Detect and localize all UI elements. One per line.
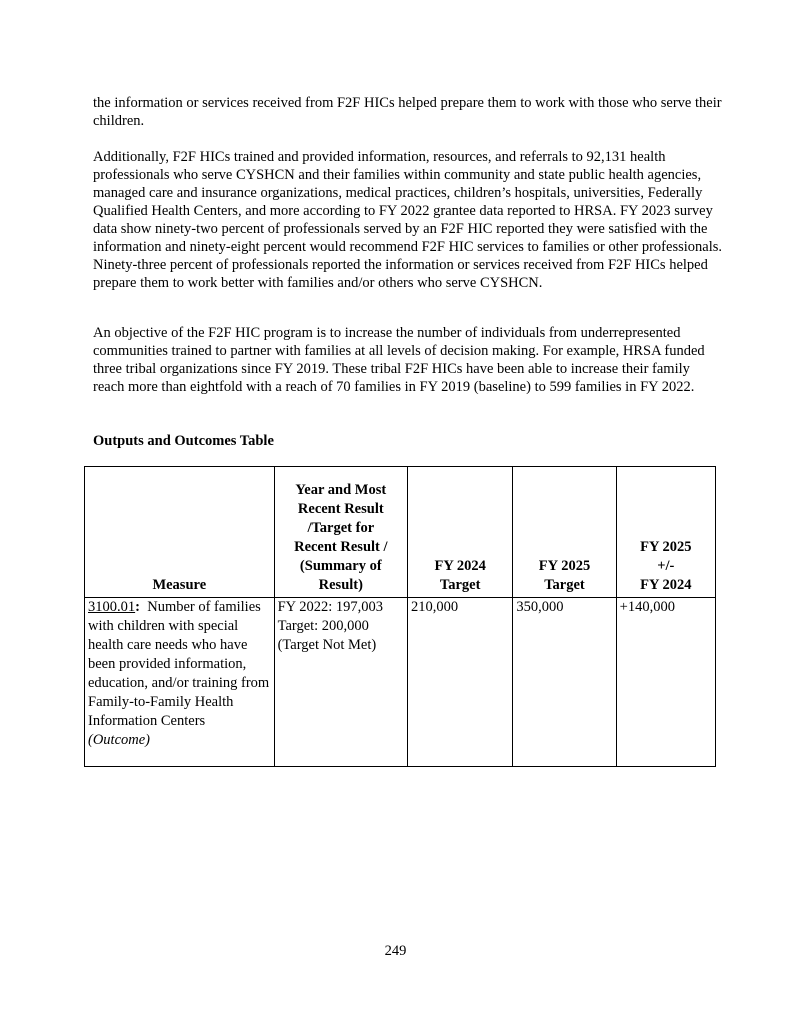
paragraph-intro-continuation: the information or services received from F2F HICs helped prepare them to work with those who serve their children. [93,95,722,129]
cell-fy2024-target: 210,000 [408,598,513,767]
header-fy2024-target [408,467,513,598]
cell-measure [85,598,275,767]
header-recent-line: Result) [318,577,363,593]
cell-fy2025-vs-fy2024: +140,000 [616,598,715,767]
header-fy2025-vs-fy2024 [616,467,715,598]
recent-result-line: Target: 200,000 [277,618,369,634]
header-fy2025-line: FY 2025 [538,558,591,574]
header-measure: Measure [85,467,275,598]
page-number: 249 [384,943,407,959]
header-recent-line: Year and Most [295,482,387,498]
table-header-row [85,467,716,598]
measure-id: 3100.01 [88,599,136,615]
header-recent-line: Recent Result / [294,539,388,555]
header-fy2024-line: FY 2024 [434,558,486,574]
recent-result-line: (Target Not Met) [277,637,377,653]
header-recent-line: Recent Result [297,501,384,517]
header-fy2025-line: Target [544,577,585,593]
header-recent-line: (Summary of [299,558,382,574]
measure-description: Number of families with children with special health care needs who have been provided information, education, and/or training from Family-to-Family Health Information Centers [88,599,273,729]
table-heading: Outputs and Outcomes Table [93,433,274,449]
header-fy2025-target [513,467,616,598]
table-row [85,598,716,767]
outputs-outcomes-table [84,466,716,767]
header-diff-line: +/- [657,558,675,574]
header-diff-line: FY 2025 [640,539,692,555]
measure-type: (Outcome) [88,732,151,748]
header-recent-line: /Target for [307,520,375,536]
cell-recent-result [274,598,407,767]
header-diff-line: FY 2024 [640,577,692,593]
paragraph-health-professionals: Additionally, F2F HICs trained and provided information, resources, and referrals to 92,131 health professionals who serve CYSHCN and their families within community and state public health agencies, managed care and insurance organizations, medical practices, children’s hospitals, universities, Federally Qualified Health Centers, and more according to FY 2022 grantee data reported to HRSA. FY 2023 survey data show ninety-two percent of professionals served by an F2F HIC reported they were satisfied with the information and ninety-eight percent would recommend F2F HIC services to families or other professionals. Ninety-three percent of professionals reported the information or services received from F2F HICs helped prepare them to work better with families and/or others who serve CYSHCN. [93,149,722,291]
cell-fy2025-target: 350,000 [513,598,616,767]
paragraph-underrepresented-communities: An objective of the F2F HIC program is to increase the number of individuals from underrepresented communities trained to partner with families at all levels of decision making. For example, HRSA funded three tribal organizations since FY 2019. These tribal F2F HICs have been able to increase their family reach more than eightfold with a reach of 70 families in FY 2019 (baseline) to 599 families in FY 2022. [93,325,705,395]
header-fy2024-line: Target [439,577,481,593]
measure-separator: : [135,599,140,615]
recent-result-line: FY 2022: 197,003 [277,599,383,615]
header-recent-result [274,467,407,598]
